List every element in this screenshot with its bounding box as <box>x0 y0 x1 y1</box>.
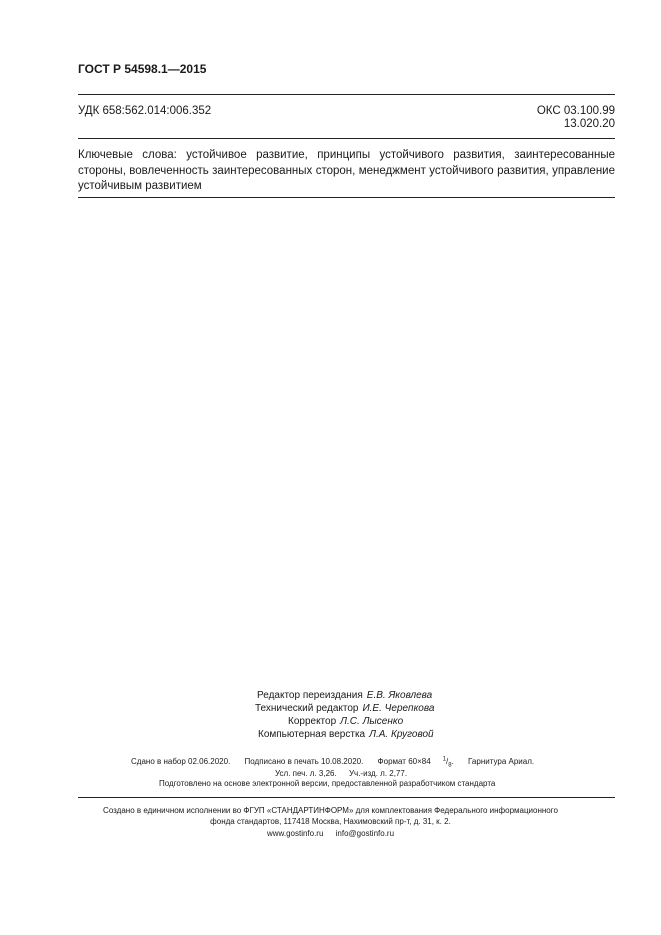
paper-format: Формат 60×84 $^1/_8$. <box>377 756 454 769</box>
email-link[interactable]: info@gostinfo.ru <box>335 829 395 838</box>
keywords-paragraph: Ключевые слова: устойчивое развитие, принципы устойчивого развития, заинтересованные стороны, вовлеченность заинтересованных сторон, менеджмент устойчивого развития, управление устойчивым развитием <box>78 149 615 192</box>
footer-line-2: фонда стандартов, 117418 Москва, Нахимовский пр-т, д. 31, к. 2. <box>210 817 451 826</box>
udc-code: УДК 658:562.014:006.352 <box>78 105 212 117</box>
credit-role: Технический редактор <box>255 703 359 714</box>
footer-contacts <box>0 829 661 838</box>
credit-name: Л.А. Круговой <box>369 729 434 740</box>
credit-layout <box>258 728 434 741</box>
divider-keywords <box>78 197 615 198</box>
submitted-date: Сдано в набор 02.06.2020. <box>131 756 231 766</box>
website-link[interactable]: www.gostinfo.ru <box>266 829 324 838</box>
credit-name: Л.С. Лысенко <box>340 716 404 727</box>
credit-role: Редактор переиздания <box>257 690 363 701</box>
oks-code-secondary: 13.020.20 <box>563 118 615 130</box>
credit-name: Е.В. Яковлева <box>366 690 433 701</box>
credit-reissue-editor <box>257 689 432 702</box>
divider-top <box>78 94 615 95</box>
signed-date: Подписано в печать 10.08.2020. <box>244 756 364 766</box>
publishing-sheets: Уч.-изд. л. 2,77. <box>348 769 408 778</box>
typeface: Гарнитура Ариал. <box>468 756 535 766</box>
credit-role: Компьютерная верстка <box>258 729 366 740</box>
credit-name: И.Е. Черепкова <box>362 703 435 714</box>
credit-technical-editor <box>255 702 434 715</box>
prepared-note: Подготовлено на основе электронной версии, предоставленной разработчиком стандарта <box>159 779 496 788</box>
divider-bottom <box>78 797 615 798</box>
print-sheets: Усл. печ. л. 3,26. <box>275 769 337 778</box>
credit-role: Корректор <box>288 716 337 727</box>
credit-proofreader <box>288 715 403 728</box>
publication-details <box>131 756 546 768</box>
oks-code-primary: ОКС 03.100.99 <box>536 105 615 117</box>
divider-middle <box>78 138 615 139</box>
document-title: ГОСТ Р 54598.1—2015 <box>78 62 207 76</box>
print-sheets-line <box>275 769 417 778</box>
footer-line-1: Создано в единичном исполнении во ФГУП «СТАНДАРТИНФОРМ» для комплектования Федерального информационного <box>103 806 558 815</box>
